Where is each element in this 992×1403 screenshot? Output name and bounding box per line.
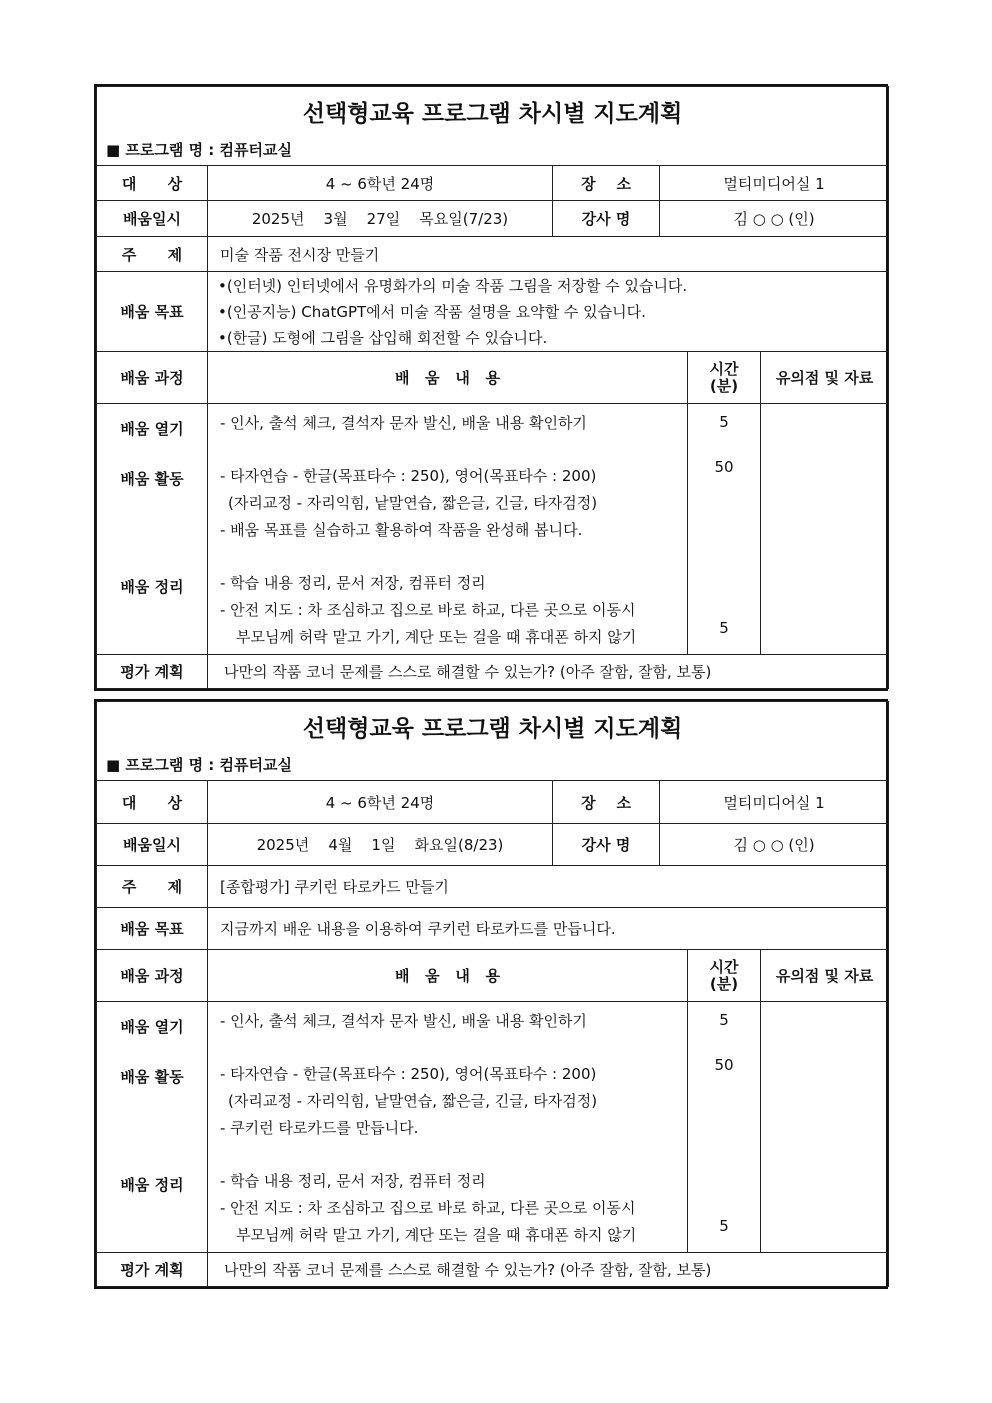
place-value: 멀티미디어실 1	[660, 166, 889, 201]
time-open: 5	[719, 413, 729, 431]
goal-list	[208, 272, 889, 352]
time-header: 시간 (분)	[688, 950, 761, 1002]
process-label: 배움 과정	[97, 352, 208, 404]
topic-value: 미술 작품 전시장 만들기	[208, 237, 889, 272]
open-content: - 인사, 출석 체크, 결석자 문자 발신, 배울 내용 확인하기	[220, 1012, 587, 1030]
activity-line: (자리교정 - 자리익힘, 낱말연습, 짧은글, 긴글, 타자검정)	[228, 494, 598, 512]
target-label: 대 상	[97, 781, 208, 824]
time-activity: 50	[714, 1056, 734, 1074]
date-value: 2025년 4월 1일 화요일(8/23)	[208, 824, 553, 866]
place-value: 멀티미디어실 1	[660, 781, 889, 824]
notes-cell	[761, 404, 889, 655]
stage-close-label: 배움 정리	[120, 578, 184, 596]
goal-item: •(한글) 도형에 그림을 삽입해 회전할 수 있습니다.	[218, 328, 548, 347]
place-label: 장 소	[553, 166, 660, 201]
notes-header: 유의점 및 자료	[761, 950, 889, 1002]
lesson-plan-1	[94, 84, 888, 691]
lesson-plan-table	[96, 701, 889, 1287]
eval-value: 나만의 작품 코너 문제를 스스로 해결할 수 있는가? (아주 잘함, 잘함, 보통)	[208, 1253, 889, 1287]
goal-item: 지금까지 배운 내용을 이용하여 쿠키런 타로카드를 만듭니다.	[220, 920, 616, 938]
stage-labels	[97, 404, 208, 655]
activity-line: - 쿠키런 타로카드를 만듭니다.	[220, 1119, 419, 1137]
date-value: 2025년 3월 27일 목요일(7/23)	[208, 201, 553, 237]
stage-labels	[97, 1002, 208, 1253]
page-title: 선택형교육 프로그램 차시별 지도계획	[97, 87, 889, 134]
stage-open-label: 배움 열기	[120, 1018, 184, 1036]
teacher-label: 강사 명	[553, 824, 660, 866]
close-line: - 학습 내용 정리, 문서 저장, 컴퓨터 정리	[220, 1172, 486, 1190]
close-line: 부모님께 허락 맡고 가기, 계단 또는 걸을 때 휴대폰 하지 않기	[236, 1226, 637, 1244]
stage-activity-label: 배움 활동	[120, 1068, 184, 1086]
process-label: 배움 과정	[97, 950, 208, 1002]
stage-close-label: 배움 정리	[120, 1176, 184, 1194]
eval-label: 평가 계획	[97, 1253, 208, 1287]
goal-list	[208, 908, 889, 950]
stage-contents	[208, 404, 688, 655]
stage-activity-label: 배움 활동	[120, 470, 184, 488]
stage-open-label: 배움 열기	[120, 420, 184, 438]
lesson-plan-table	[96, 86, 889, 689]
program-name: ■ 프로그램 명 : 컴퓨터교실	[97, 748, 889, 781]
teacher-value: 김 ○ ○ (인)	[660, 824, 889, 866]
topic-label: 주 제	[97, 866, 208, 908]
close-line: 부모님께 허락 맡고 가기, 계단 또는 걸을 때 휴대폰 하지 않기	[236, 628, 637, 646]
program-name: ■ 프로그램 명 : 컴퓨터교실	[97, 133, 889, 166]
teacher-label: 강사 명	[553, 201, 660, 237]
content-header: 배 움 내 용	[208, 352, 688, 404]
teacher-value: 김 ○ ○ (인)	[660, 201, 889, 237]
activity-line: - 타자연습 - 한글(목표타수 : 250), 영어(목표타수 : 200)	[220, 1065, 597, 1083]
eval-label: 평가 계획	[97, 655, 208, 689]
topic-label: 주 제	[97, 237, 208, 272]
content-header: 배 움 내 용	[208, 950, 688, 1002]
lesson-plan-2	[94, 699, 888, 1289]
time-close: 5	[719, 619, 729, 637]
time-open: 5	[719, 1011, 729, 1029]
date-label: 배움일시	[97, 824, 208, 866]
close-line: - 안전 지도 : 차 조심하고 집으로 바로 하교, 다른 곳으로 이동시	[220, 1199, 636, 1217]
close-line: - 안전 지도 : 차 조심하고 집으로 바로 하교, 다른 곳으로 이동시	[220, 601, 636, 619]
activity-line: (자리교정 - 자리익힘, 낱말연습, 짧은글, 긴글, 타자검정)	[228, 1092, 598, 1110]
target-value: 4 ~ 6학년 24명	[208, 781, 553, 824]
close-line: - 학습 내용 정리, 문서 저장, 컴퓨터 정리	[220, 574, 486, 592]
stage-times	[688, 404, 761, 655]
stage-times	[688, 1002, 761, 1253]
goal-item: •(인터넷) 인터넷에서 유명화가의 미술 작품 그림을 저장할 수 있습니다.	[218, 276, 688, 295]
target-label: 대 상	[97, 166, 208, 201]
date-label: 배움일시	[97, 201, 208, 237]
target-value: 4 ~ 6학년 24명	[208, 166, 553, 201]
page-title: 선택형교육 프로그램 차시별 지도계획	[97, 702, 889, 749]
time-activity: 50	[714, 458, 734, 476]
place-label: 장 소	[553, 781, 660, 824]
goal-label: 배움 목표	[97, 272, 208, 352]
eval-value: 나만의 작품 코너 문제를 스스로 해결할 수 있는가? (아주 잘함, 잘함, 보통)	[208, 655, 889, 689]
notes-header: 유의점 및 자료	[761, 352, 889, 404]
open-content: - 인사, 출석 체크, 결석자 문자 발신, 배울 내용 확인하기	[220, 414, 587, 432]
goal-label: 배움 목표	[97, 908, 208, 950]
activity-line: - 배움 목표를 실습하고 활용하여 작품을 완성해 봅니다.	[220, 521, 583, 539]
time-header: 시간 (분)	[688, 352, 761, 404]
activity-line: - 타자연습 - 한글(목표타수 : 250), 영어(목표타수 : 200)	[220, 467, 597, 485]
topic-value: [종합평가] 쿠키런 타로카드 만들기	[208, 866, 889, 908]
goal-item: •(인공지능) ChatGPT에서 미술 작품 설명을 요약할 수 있습니다.	[218, 302, 646, 321]
time-close: 5	[719, 1217, 729, 1235]
notes-cell	[761, 1002, 889, 1253]
stage-contents	[208, 1002, 688, 1253]
